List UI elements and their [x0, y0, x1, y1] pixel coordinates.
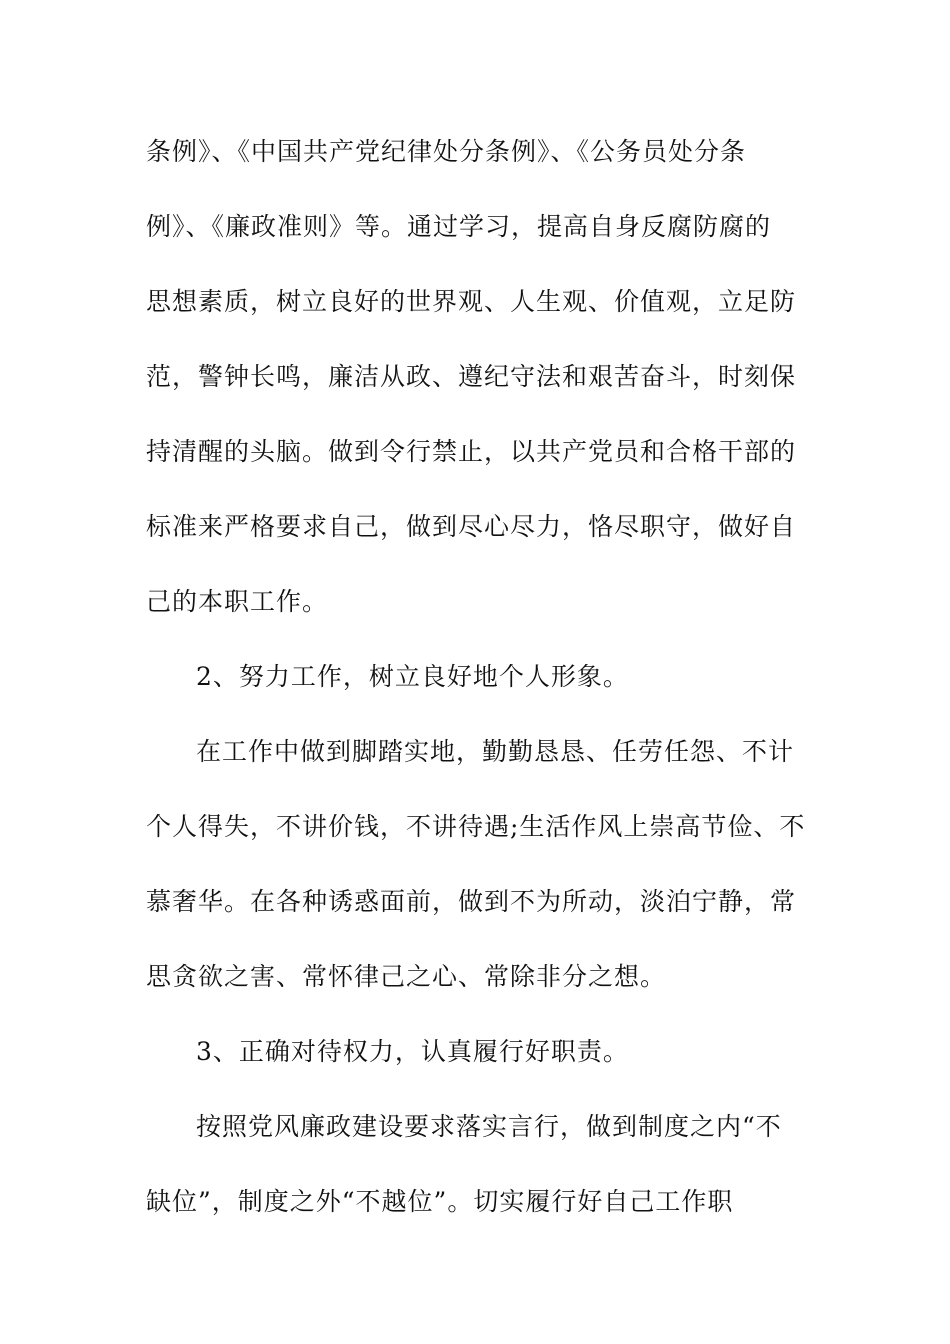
text-line-7: 己的本职工作。: [146, 587, 329, 616]
text-line-10: 个人得失，不讲价钱，不讲待遇;生活作风上崇高节俭、不: [146, 812, 806, 841]
text-line-4: 范，警钟长鸣，廉洁从政、遵纪守法和艰苦奋斗，时刻保: [146, 362, 797, 391]
text-line-6: 标准来严格要求自己，做到尽心尽力，恪尽职守，做好自: [146, 512, 797, 541]
text-line-12: 思贪欲之害、常怀律己之心、常除非分之想。: [146, 962, 667, 991]
text-line-1: 条例》、《中国共产党纪律处分条例》、《公务员处分条: [146, 137, 747, 166]
text-line-9: 在工作中做到脚踏实地，勤勤恳恳、任劳任怨、不计: [196, 737, 795, 766]
text-line-14: 按照党风廉政建设要求落实言行，做到制度之内“不: [196, 1112, 782, 1141]
section-heading-2: 2、努力工作，树立良好地个人形象。: [196, 662, 629, 691]
section-heading-3: 3、正确对待权力，认真履行好职责。: [196, 1037, 629, 1066]
text-line-11: 慕奢华。在各种诱惑面前，做到不为所动，淡泊宁静，常: [146, 887, 797, 916]
text-line-2: 例》、《廉政准则》等。通过学习，提高自身反腐防腐的: [146, 212, 772, 241]
text-line-3: 思想素质，树立良好的世界观、人生观、价值观，立足防: [146, 287, 797, 316]
text-line-15: 缺位”，制度之外“不越位”。切实履行好自己工作职: [146, 1187, 734, 1216]
text-line-5: 持清醒的头脑。做到令行禁止，以共产党员和合格干部的: [146, 437, 797, 466]
document-body: [146, 128, 806, 1253]
